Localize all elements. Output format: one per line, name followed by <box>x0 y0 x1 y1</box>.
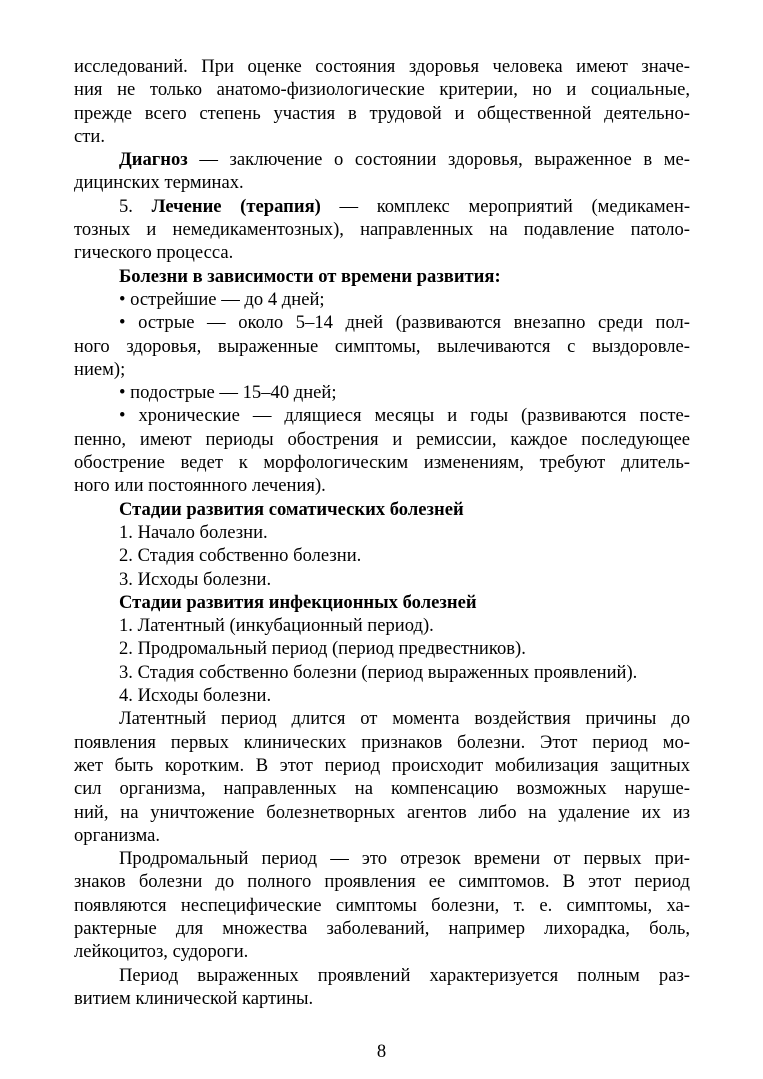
text-line: Продромальный период — это отрезок времени от первых при- <box>119 848 690 870</box>
text-line: ного или постоянного лечения). <box>74 475 326 497</box>
text-line: витием клинической картины. <box>74 987 314 1009</box>
text-line <box>74 195 690 218</box>
list-item: 4. Исходы болезни. <box>119 685 272 707</box>
bullet-item: • подострые — 15–40 дней; <box>119 382 337 404</box>
text-line: жет быть коротким. В этот период происходит мобилизация защитных <box>74 754 690 776</box>
list-item: 1. Латентный (инкубационный период). <box>119 615 434 637</box>
text-line <box>74 148 690 171</box>
item-number: 5. <box>119 195 152 217</box>
list-item: 1. Начало болезни. <box>119 521 268 543</box>
text-line: пенно, имеют периоды обострения и ремиссии, каждое последующее <box>74 428 690 450</box>
text-line: прежде всего степень участия в трудовой и общественной деятельно- <box>74 102 690 124</box>
bullet-item: • острейшие — до 4 дней; <box>119 288 325 310</box>
heading-disease-duration: Болезни в зависимости от времени развития: <box>119 265 501 287</box>
text-line: тозных и немедикаментозных), направленных на подавление патоло- <box>74 219 690 241</box>
text-line: лейкоцитоз, судороги. <box>74 941 249 963</box>
term-diagnosis: Диагноз <box>119 149 188 171</box>
paragraph-prodromal-period <box>74 847 690 963</box>
heading-infectious-stages: Стадии развития инфекционных болезней <box>119 591 477 613</box>
list-item: 2. Продромальный период (период предвестников). <box>119 638 526 660</box>
text-line: Период выраженных проявлений характеризуется полным раз- <box>119 964 690 986</box>
text-line: ний, на уничтожение болезнетворных агентов либо на удаление их из <box>74 801 690 823</box>
heading-somatic-stages: Стадии развития соматических болезней <box>119 498 464 520</box>
page-text <box>74 55 690 1010</box>
text-line: нием); <box>74 358 126 380</box>
text-fragment: — комплекс мероприятий (медикамен- <box>320 195 691 217</box>
text-line: гического процесса. <box>74 242 234 264</box>
text-line: исследований. При оценке состояния здоровья человека имеют значе- <box>74 56 690 77</box>
paragraph-diagnosis <box>74 148 690 195</box>
text-line: ного здоровья, выраженные симптомы, вылечиваются с выздоровле- <box>74 335 690 357</box>
text-line: знаков болезни до полного проявления ее симптомов. В этот период <box>74 871 690 893</box>
paragraph-latent-period <box>74 707 690 847</box>
paragraph-treatment <box>74 195 690 265</box>
text-line: появляются неспецифические симптомы болезни, т. е. симптомы, ха- <box>74 894 690 916</box>
bullet-item <box>74 404 690 497</box>
text-fragment: — заключение о состоянии здоровья, выраженное в ме- <box>187 149 690 171</box>
text-line: рактерные для множества заболеваний, например лихорадка, боль, <box>74 917 690 939</box>
text-line: Латентный период длится от момента воздействия причины до <box>119 708 690 730</box>
list-item: 3. Стадия собственно болезни (период выраженных проявлений). <box>119 661 638 683</box>
text-line: сти. <box>74 125 105 147</box>
text-line: ния не только анатомо-физиологические критерии, но и социальные, <box>74 79 690 101</box>
paragraph-health-assessment <box>74 55 690 148</box>
text-line: организма. <box>74 824 160 846</box>
list-item: 2. Стадия собственно болезни. <box>119 545 362 567</box>
text-line: обострение ведет к морфологическим изменениям, требуют длитель- <box>74 452 690 474</box>
text-line: • острые — около 5–14 дней (развиваются внезапно среди пол- <box>119 312 690 334</box>
text-line: • хронические — длящиеся месяцы и годы (развиваются посте- <box>119 405 690 427</box>
bullet-item <box>74 311 690 381</box>
text-line: дицинских терминах. <box>74 172 244 194</box>
paragraph-manifest-period <box>74 964 690 1011</box>
text-line: появления первых клинических признаков болезни. Этот период мо- <box>74 731 690 753</box>
page-number: 8 <box>376 1041 387 1062</box>
term-treatment: Лечение (терапия) <box>151 195 321 217</box>
text-line: сил организма, направленных на компенсацию возможных наруше- <box>74 778 690 800</box>
list-item: 3. Исходы болезни. <box>119 568 272 590</box>
